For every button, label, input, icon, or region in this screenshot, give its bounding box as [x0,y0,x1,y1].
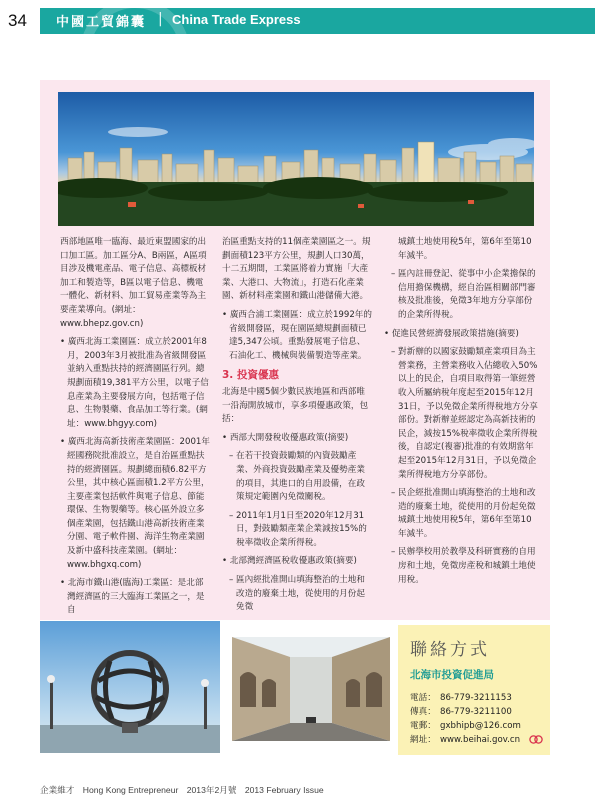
globe-sculpture-photo [40,621,220,753]
subbullet-text: 民企經批准開山填海整治的土地和改造的廢棄土地，從使用的月份起免徵城鎮土地使用稅5年，第6年至第10年減半。 [398,488,536,539]
subbullet-text: 區內經批准開山填海整治的土地和改造的廢棄土地，從使用的月份起免徵 [236,575,365,613]
bullet-text: 廣西北海高新技術產業園區：2001年經國務院批准設立，是自治區重點扶持的經濟園區。規劃總面積6.82平方公里，其中核心區面積1.2平方公里，主要產業包括軟件與電子信息、節能環保、生物製藥等。核心區外設立多個產業園，包括鐵山港高新技術產業分園、電子軟件園、海洋生物產業園及新中盛科技產業園。(網址：www.bhgxq.com) [67,437,210,570]
bullet-text: 西部大開發稅收優惠政策(摘要) [229,432,349,443]
header-bar [40,8,595,34]
paragraph-continuation: 治區重點支持的11個產業園區之一。規劃面積123平方公里，規劃人口30萬，十二五期間，工業區將着力實施「大產業、大港口、大物流」，打造石化產業園、新材料產業園和鐵山港儲備大港。 [222,237,371,302]
contact-organization: 北海市投資促進局 [410,669,494,681]
column-3 [384,236,540,592]
email-value[interactable]: gxbhipb@126.com [440,721,521,731]
bullet-beibu-policy: • 北部灣經濟區稅收優惠政策(摘要) [222,556,357,567]
phone-value: 86-779-3211153 [440,693,512,703]
paragraph-export-zone: 西部地區唯一臨海、最近東盟國家的出口加工區。加工區分A、B兩區，A區項目涉及機電產品、電子信息、高標板材加工和製造等，B區以電子信息、機電一體化、新材料、加工貿易產業等為主要產業導向。(網址：www.bhepz.gov.cn) [60,237,207,329]
old-street-photo [232,637,390,741]
bullet-text: 促進民營經濟發展政策措施(摘要) [391,328,519,339]
city-skyline-photo [58,92,534,226]
footer-issue-zh: 2013年2月號 [186,785,237,795]
bullet-text: 北海市鐵山港(臨海)工業區：是北部灣經濟區的三大臨海工業區之一，是自 [67,578,205,616]
contact-title: 聯絡方式 [410,640,490,660]
subbullet-text: 民辦學校用於教學及科研實務的自用房和土地，免徵房產稅和城鎮土地使用稅。 [398,547,536,585]
bullet-private-economy: • 促進民營經濟發展政策措施(摘要) [384,328,519,339]
subbullet-text: 區內註冊登記、從事中小企業擔保的信用擔保機構，經自治區相關部門審核及批准後，免徵3年地方分享部份的企業所得稅。 [398,269,536,320]
subbullet-land: – 區內經批准開山填海整治的土地和改造的廢棄土地，從使用的月份起免徵 [229,575,365,613]
paragraph-intro: 北海是中國5個少數民族地區和西部唯一沿海開放城市，享多項優惠政策，包括： [222,386,369,425]
old-street-illustration [232,637,390,741]
bullet-text: 廣西合浦工業園區：成立於1992年的省級開發區，現在園區總規劃面積已達5,347公頃。重點發展電子信息、石油化工、機械與裝備製造等產業。 [229,309,372,361]
contact-box [398,625,550,755]
subbullet-tax-rate: – 2011年1月1日至2020年12月31日，對鼓勵類產業企業減按15%的稅率徵收企業所得稅。 [229,510,367,548]
subbullet-private-schools: – 民辦學校用於教學及科研實務的自用房和土地，免徵房產稅和城鎮土地使用稅。 [391,547,536,585]
paragraph-continuation: 城鎮土地使用稅5年，第6年至第10年減半。 [398,237,532,261]
bullet-text: 廣西北海工業園區：成立於2001年8月，2003年3月被批准為省級開發區並納入重點扶持的經濟園區行列。總規劃面積19,381平方公里，以電子信息產業為主要發展方向，包括電子信息、生物製藥、食品加工等行業。(網址：www.bhgyy.com) [67,337,209,429]
header-title-en: China Trade Express [172,12,301,27]
globe-sculpture-illustration [40,621,220,753]
header-title-zh: 中國工貿錦囊 [56,15,147,30]
section-heading-incentives: 3. 投資優惠 [222,369,279,382]
subbullet-credit-guarantee: – 區內註冊登記、從事中小企業擔保的信用擔保機構，經自治區相關部門審核及批准後，免徵3年地方分享部份的企業所得稅。 [391,269,536,320]
subbullet-tariff: – 在若干投資鼓勵類的內資鼓勵產業、外商投資鼓勵產業及優勢產業的項目，其進口的自用設備，在政策規定範圍內免徵關稅。 [229,451,365,503]
contact-email[interactable]: 電郵： gxbhipb@126.com [410,721,521,731]
bullet-hitech-park: • 廣西北海高新技術產業園區：2001年經國務院批准設立，是自治區重點扶持的經濟園區。規劃總面積6.82平方公里，其中核心區面積1.2平方公里，主要產業包括軟件與電子信息、節能環保、生物製藥等。核心區外設立多個產業園，包括鐵山港高新技術產業分園、電子軟件園、海洋生物產業園及新中盛科技產業園。(網址：www.bhgxq.com) [60,437,210,570]
page-number: 34 [8,11,27,30]
ccpit-logo-icon [529,735,543,744]
website-value[interactable]: www.beihai.gov.cn [440,735,521,745]
subbullet-new-enterprise: – 對新辦的以國家鼓勵類產業項目為主營業務，主營業務收入佔總收入50%以上的民企，自項目取得第一筆經營收入所屬納稅年度起至2015年12月31日，予以免徵企業所得稅地方分享部份。對新辦並經認定為高新技術的民企，減按15%稅率徵收企業所得稅後，自認定(複審)批准的有效期當年起至2015年12月31日，予以免徵企業所得稅地方分享部份。 [391,347,538,480]
bullet-industrial-park: • 廣西北海工業園區：成立於2001年8月，2003年3月被批准為省級開發區並納入重點扶持的經濟園區行列。總規劃面積19,381平方公里，以電子信息產業為主要發展方向，包括電子信息、生物製藥、食品加工等行業。(網址：www.bhgyy.com) [60,337,209,429]
column-2 [222,236,372,620]
footer-issue-en: 2013 February Issue [244,785,324,795]
footer-magazine-en: Hong Kong Entrepreneur [82,785,179,795]
contact-phone: 電話： 86-779-3211153 [410,693,512,703]
subbullet-text: 在若干投資鼓勵類的內資鼓勵產業、外商投資鼓勵產業及優勢產業的項目，其進口的自用設備，在政策規定範圍內免徵關稅。 [236,451,365,503]
subbullet-text: 2011年1月1日至2020年12月31日，對鼓勵類產業企業減按15%的稅率徵收企業所得稅。 [236,510,367,548]
bullet-hepu-park: • 廣西合浦工業園區：成立於1992年的省級開發區，現在園區總規劃面積已達5,347公頃。重點發展電子信息、石油化工、機械與裝備製造等產業。 [222,309,372,361]
column-1 [60,236,210,623]
footer-magazine-zh: 企業維才 [40,785,75,795]
contact-website[interactable]: 網址： www.beihai.gov.cn [410,733,543,745]
contact-fax: 傳真： 86-779-3211100 [410,707,512,717]
bullet-tieshan-port: • 北海市鐵山港(臨海)工業區：是北部灣經濟區的三大臨海工業區之一，是自 [60,578,205,616]
subbullet-text: 對新辦的以國家鼓勵類產業項目為主營業務，主營業務收入佔總收入50%以上的民企，自項目取得第一筆經營收入所屬納稅年度起至2015年12月31日，予以免徵企業所得稅地方分享部份。對新辦並經認定為高新技術的民企，減按15%稅率徵收企業所得稅後，自認定(複審)批准的有效期當年起至2015年12月31日，予以免徵企業所得稅地方分享部份。 [398,347,538,480]
bullet-text: 北部灣經濟區稅收優惠政策(摘要) [229,556,357,567]
page-footer [40,784,330,796]
skyline-illustration [58,92,534,226]
bullet-western-policy: • 西部大開發稅收優惠政策(摘要) [222,432,349,443]
subbullet-reclaimed-land: – 民企經批准開山填海整治的土地和改造的廢棄土地，從使用的月份起免徵城鎮土地使用稅5年，第6年至第10年減半。 [391,488,536,539]
fax-value: 86-779-3211100 [440,707,512,717]
header-separator: | [158,11,163,27]
